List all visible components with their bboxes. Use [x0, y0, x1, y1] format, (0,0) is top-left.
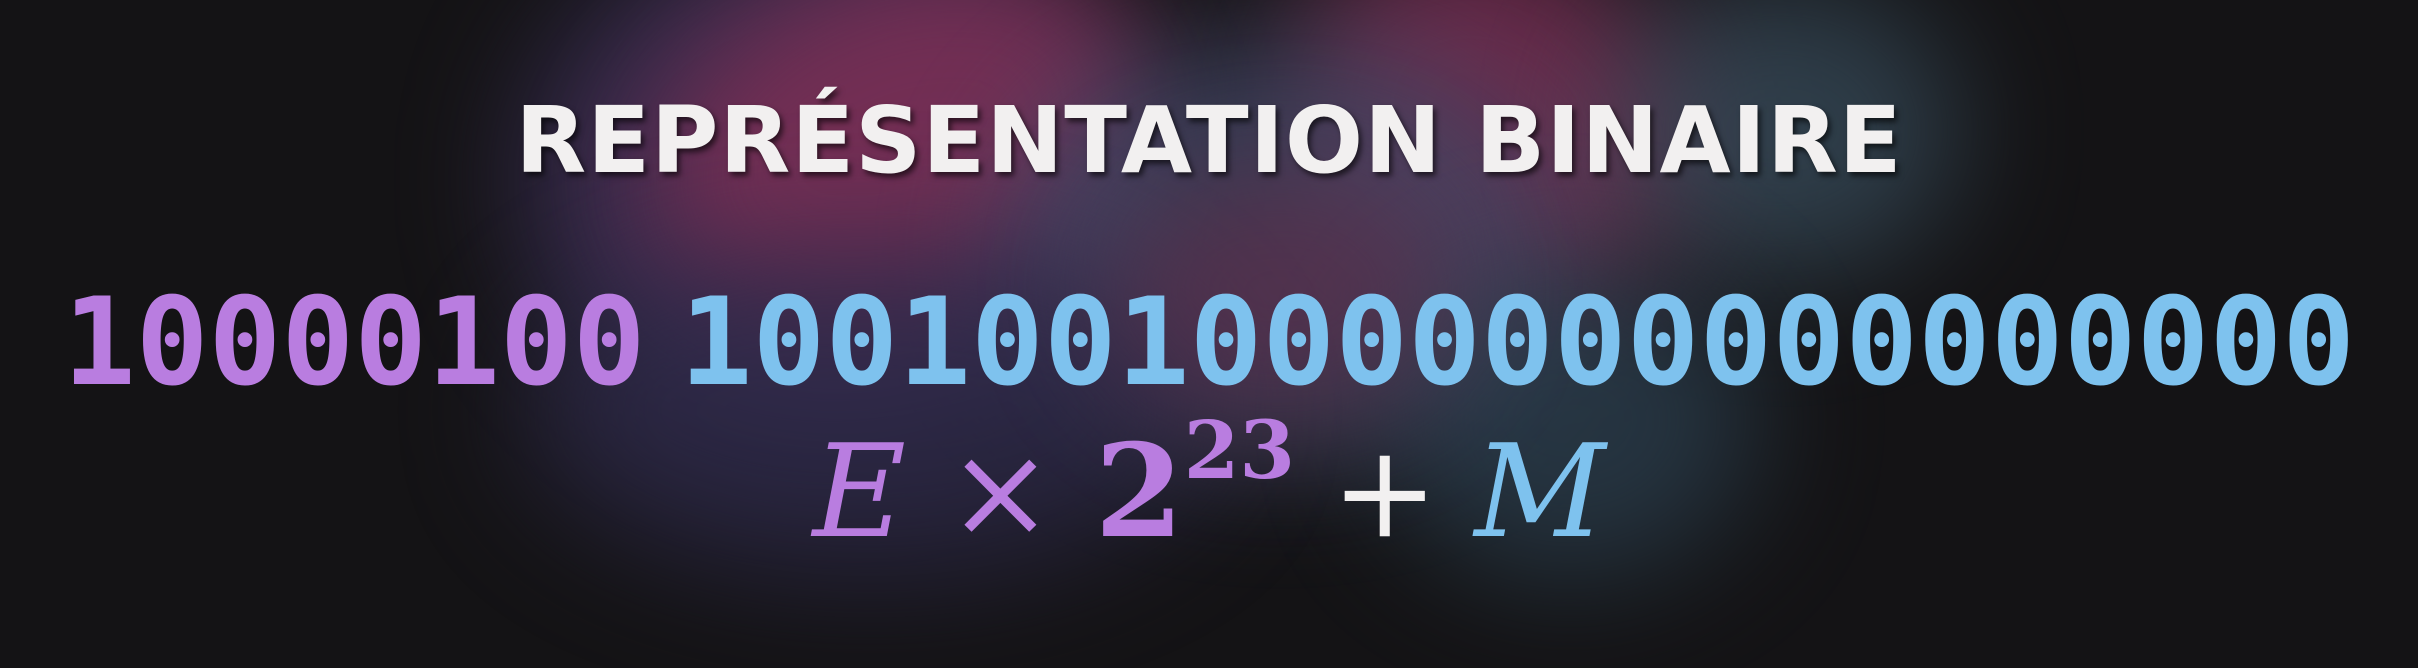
exponent-variable: E — [812, 418, 907, 567]
binary-representation — [0, 272, 2418, 413]
times-operator: × — [946, 418, 1054, 567]
slide-title: REPRÉSENTATION BINAIRE — [515, 87, 1903, 194]
formula — [0, 403, 2418, 567]
power-base: 2 — [1094, 417, 1184, 567]
mantissa-variable: M — [1474, 418, 1606, 567]
power-exponent: 23 — [1183, 403, 1296, 497]
mantissa-bits: 10010010000000000000000 — [679, 272, 2356, 413]
plus-operator: + — [1331, 418, 1439, 567]
exponent-bits: 10000100 — [62, 272, 646, 413]
